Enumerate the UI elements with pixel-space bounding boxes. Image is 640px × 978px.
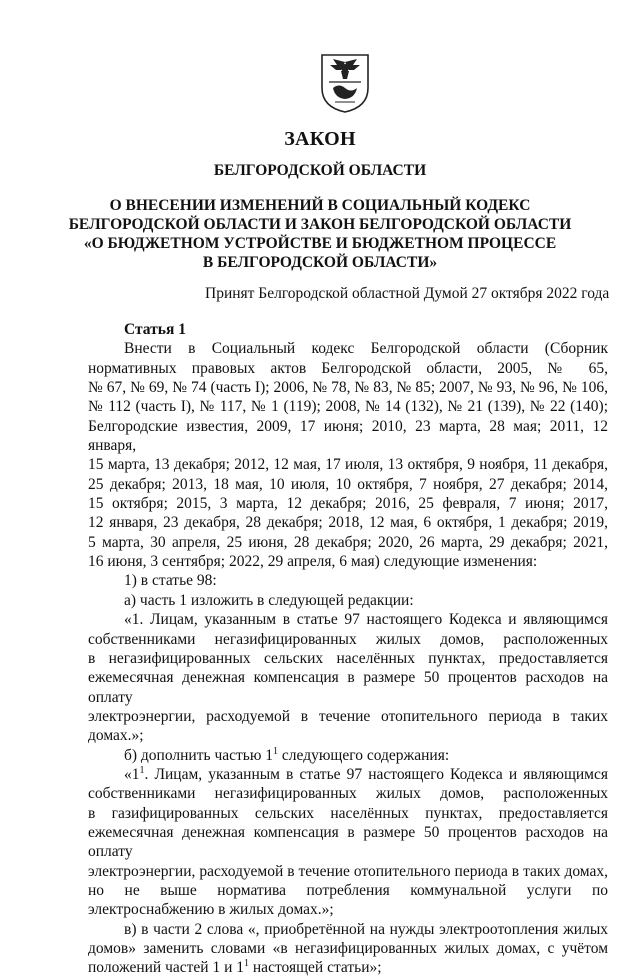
adoption-note: Принят Белгородской областной Думой 27 октября 2022 года bbox=[205, 285, 610, 302]
text-line: электроснабжению в жилых домах.»; bbox=[88, 901, 334, 919]
text-line: нормативных правовых актов Белгородской области, 2005, № 65, bbox=[88, 359, 608, 377]
text-line: № 67, № 69, № 74 (часть I); 2006, № 78, № 83, № 85; 2007, № 93, № 96, № 106, bbox=[88, 379, 608, 397]
text-line: собственниками негазифицированных жилых домов, расположенных bbox=[88, 785, 608, 803]
text-line: в негазифицированных сельских населённых пунктах, предоставляется bbox=[88, 649, 608, 667]
text-line: в) в части 2 слова «, приобретённой на нужды электроотопления жилых bbox=[124, 920, 608, 938]
text-line: ежемесячная денежная компенсация в размере 50 процентов расходов на оплату bbox=[88, 823, 608, 861]
subject-line: «О БЮДЖЕТНОМ УСТРОЙСТВЕ И БЮДЖЕТНОМ ПРОЦЕССЕ bbox=[83, 235, 557, 252]
text-line: 15 марта, 13 декабря; 2012, 12 мая, 17 июля, 13 октября, 9 ноября, 11 декабря, bbox=[88, 456, 608, 474]
text-line: домах.»; bbox=[88, 727, 144, 745]
text-line: электроэнергии, расходуемой в течение отопительного периода в таких домах, bbox=[88, 862, 608, 880]
coat-of-arms-icon bbox=[319, 52, 371, 114]
article-title: Статья 1 bbox=[124, 321, 186, 338]
subject-line: О ВНЕСЕНИИ ИЗМЕНЕНИЙ В СОЦИАЛЬНЫЙ КОДЕКС bbox=[109, 197, 531, 214]
text-line: Белгородские известия, 2009, 17 июня; 2010, 23 марта, 28 мая; 2011, 12 января, bbox=[88, 417, 608, 455]
region-name: БЕЛГОРОДСКОЙ ОБЛАСТИ bbox=[213, 162, 427, 179]
item-b: б) дополнить частью $1^1$ следующего содержания: bbox=[124, 745, 450, 764]
text-line: Внести в Социальный кодекс Белгородской области (Сборник bbox=[124, 340, 608, 358]
text-line: 12 января, 23 декабря, 28 декабря; 2018, 12 мая, 6 октября, 1 декабря; 2019, bbox=[88, 514, 608, 532]
text-line: но не выше норматива потребления коммунальной услуги по bbox=[88, 881, 608, 899]
text-line: собственниками негазифицированных жилых домов, расположенных bbox=[88, 630, 608, 648]
text-line: в газифицированных сельских населённых пунктах, предоставляется bbox=[88, 804, 608, 822]
subject-line: БЕЛГОРОДСКОЙ ОБЛАСТИ И ЗАКОН БЕЛГОРОДСКОЙ ОБЛАСТИ bbox=[68, 216, 572, 233]
subject-line: В БЕЛГОРОДСКОЙ ОБЛАСТИ» bbox=[202, 254, 438, 271]
text-line: 5 марта, 30 апреля, 25 июня, 28 декабря; 2020, 26 марта, 29 декабря; 2021, bbox=[88, 533, 608, 551]
document-type: ЗАКОН bbox=[284, 128, 356, 150]
law-text bbox=[88, 320, 608, 978]
text-line: «1. Лицам, указанным в статье 97 настоящего Кодекса и являющимся bbox=[124, 611, 608, 629]
text-line: положений частей 1 и $1^1$ настоящей статьи»; bbox=[88, 958, 382, 977]
text-line: «$1^1$. Лицам, указанным в статье 97 настоящего Кодекса и являющимся bbox=[124, 764, 608, 783]
item-1: 1) в статье 98: bbox=[124, 572, 217, 590]
text-line: 25 декабря; 2013, 18 мая, 10 июля, 10 октября, 7 ноября, 27 декабря; 2014, bbox=[88, 475, 608, 493]
text-line: домов» заменить словами «в негазифицированных жилых домах, с учётом bbox=[88, 940, 608, 957]
text-line: 16 июня, 3 сентября; 2022, 29 апреля, 6 мая) следующие изменения: bbox=[88, 553, 538, 571]
text-line: № 112 (часть I), № 117, № 1 (119); 2008, № 14 (132), № 21 (139), № 22 (140); bbox=[88, 398, 608, 416]
item-a: а) часть 1 изложить в следующей редакции: bbox=[124, 591, 414, 609]
text-line: 15 октября; 2015, 3 марта, 12 декабря; 2016, 25 февраля, 7 июня; 2017, bbox=[88, 495, 608, 513]
text-line: ежемесячная денежная компенсация в размере 50 процентов расходов на оплату bbox=[88, 669, 608, 706]
text-line: электроэнергии, расходуемой в течение отопительного периода в таких bbox=[88, 707, 608, 725]
